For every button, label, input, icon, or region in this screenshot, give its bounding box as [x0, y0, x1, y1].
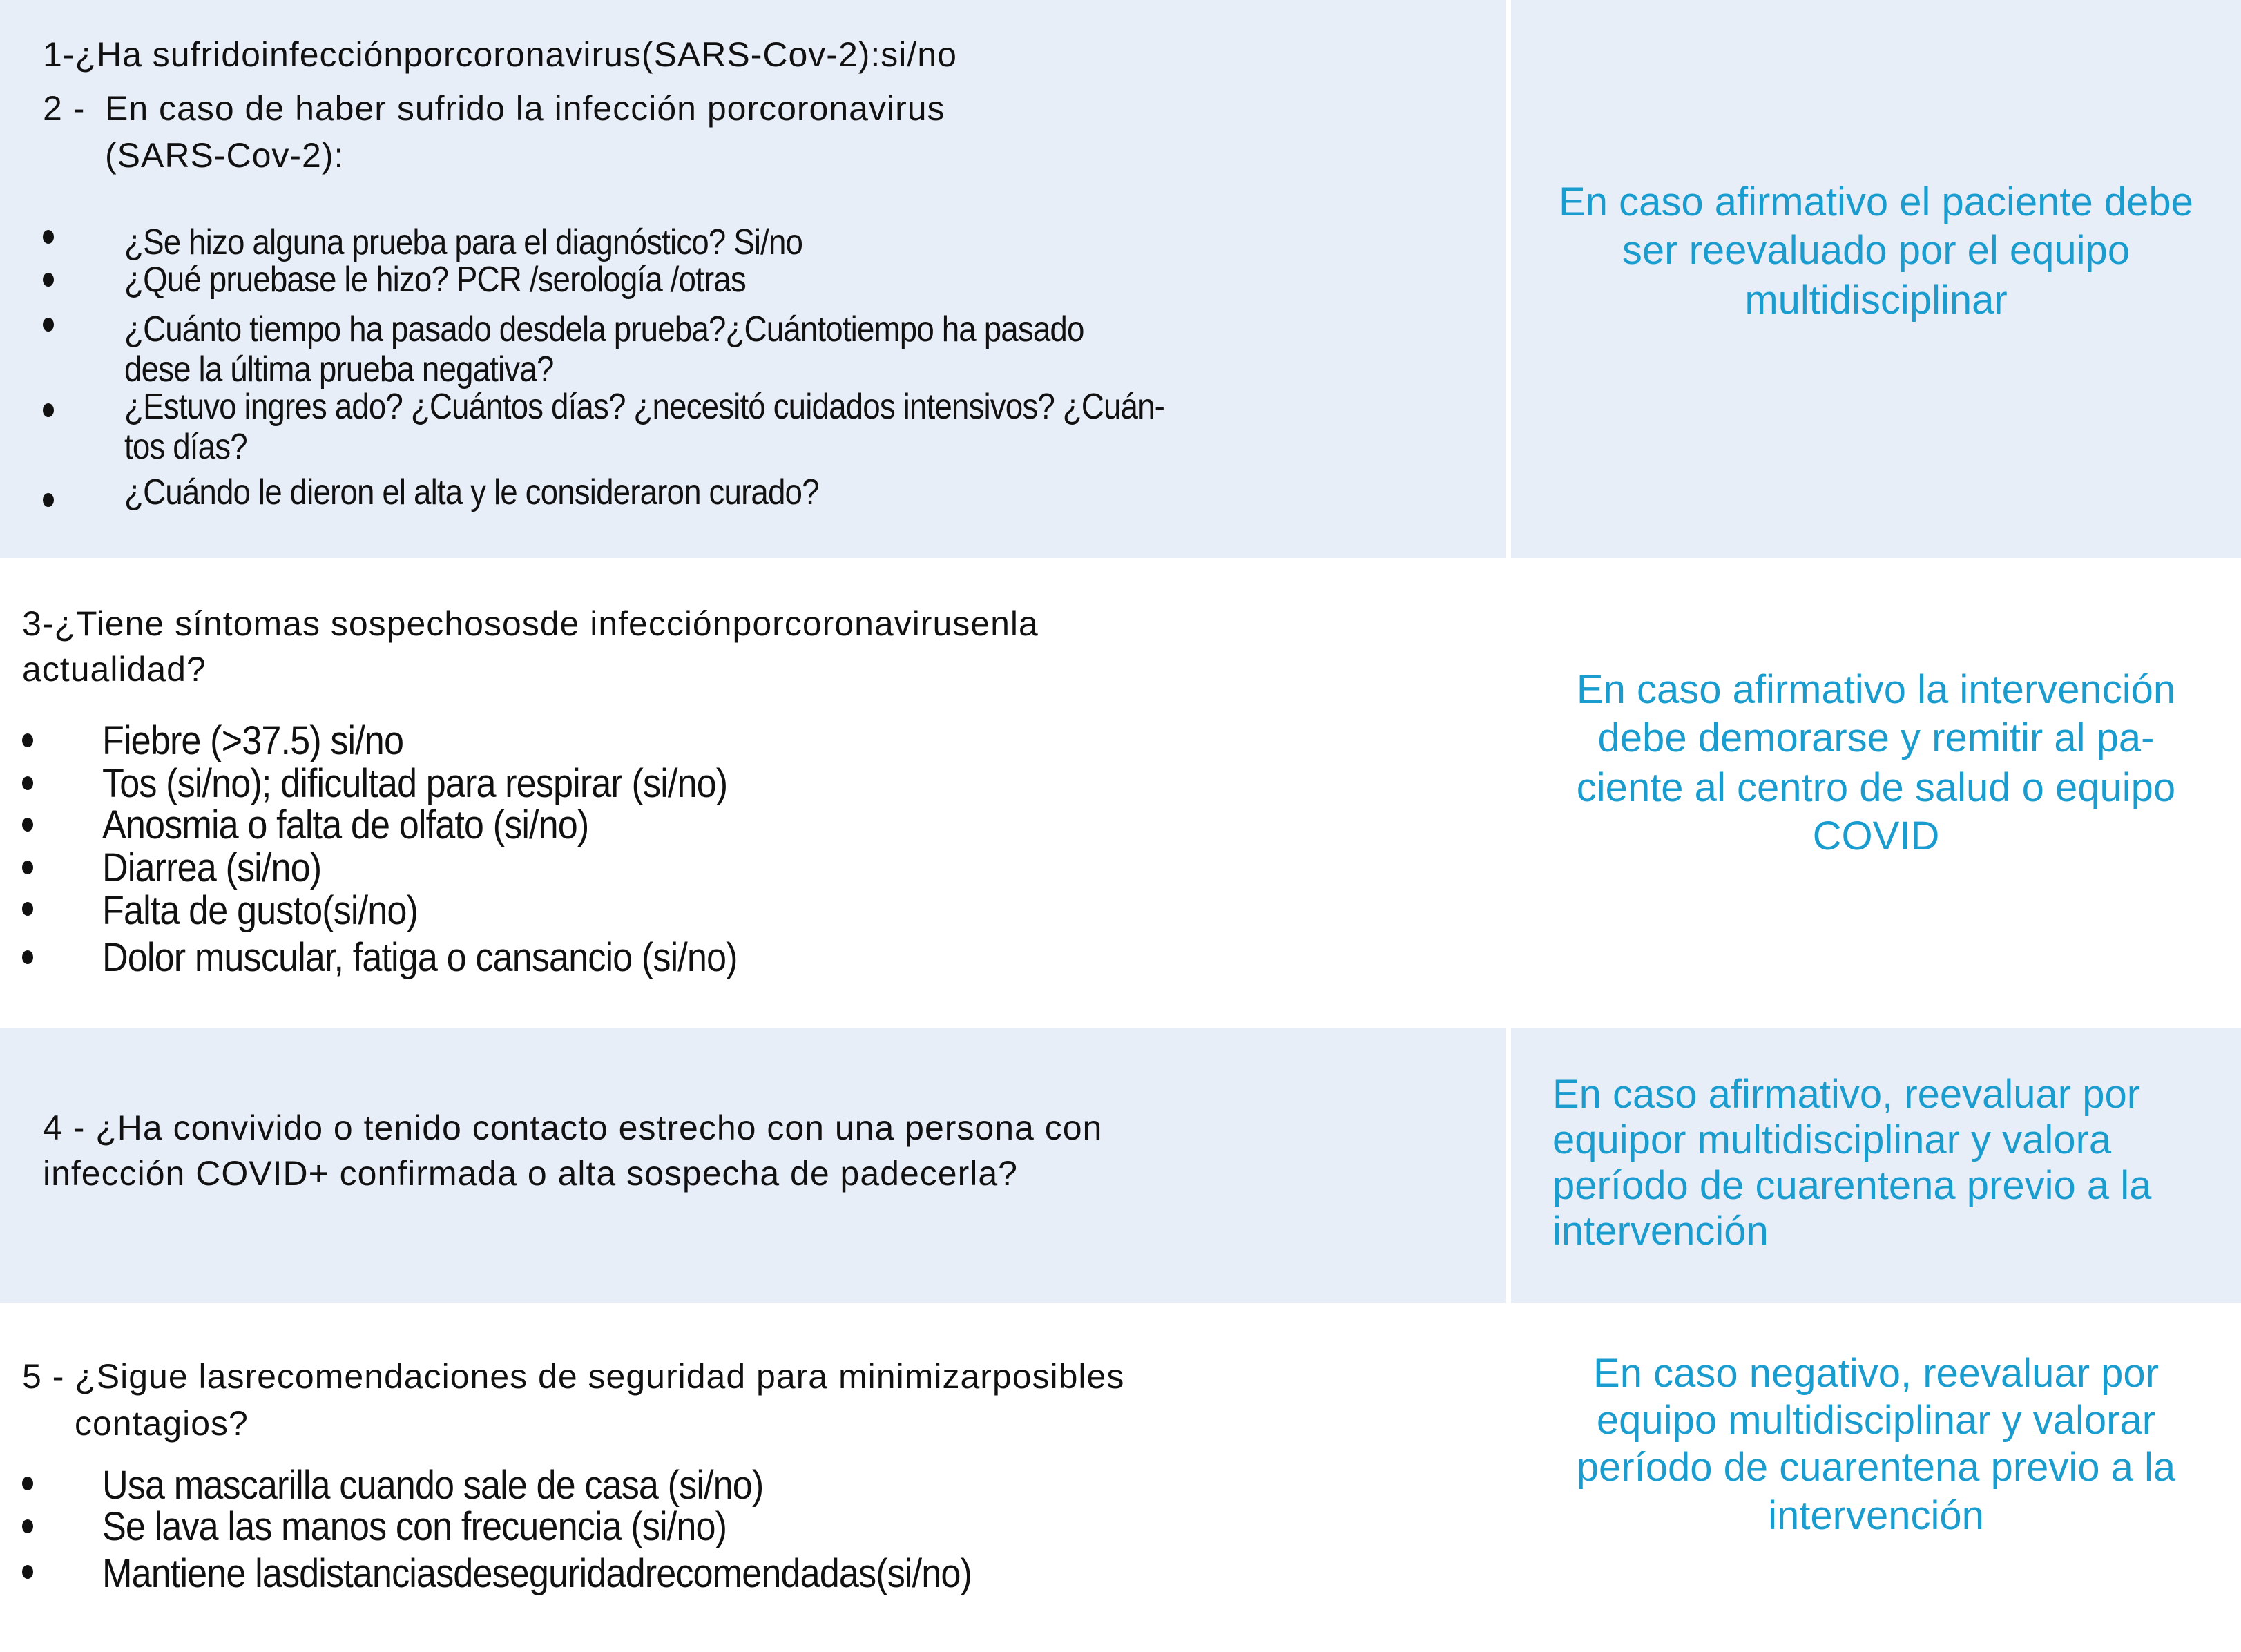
answer-4-line-2: equipor multidisciplinar y valora [1552, 1117, 2112, 1162]
question-5-line-2: contagios? [75, 1404, 249, 1443]
answer-3-line-1: En caso afirmativo la intervención [1576, 667, 2176, 712]
bullet-item: ¿Estuvo ingres ado? ¿Cuántos días? ¿necesitó cuidados intensivos? ¿Cuán- [124, 387, 1165, 427]
bullet-item: ¿Cuándo le dieron el alta y le consideraron curado? [124, 472, 819, 512]
answer-1-line-2: ser reevaluado por el equipo [1622, 228, 2131, 273]
answer-cell-5 [1511, 1308, 2241, 1652]
row-safety-measures [0, 1308, 2241, 1652]
row-current-symptoms [0, 564, 2241, 1022]
question-cell-5 [0, 1308, 1506, 1652]
bullet-dot [22, 776, 33, 790]
bullet-dot [22, 861, 33, 874]
symptom-item: Falta de gusto(si/no) [102, 888, 418, 933]
bullet-dot [43, 230, 54, 244]
symptom-item: Dolor muscular, fatiga o cansancio (si/no) [102, 935, 738, 980]
symptom-item: Anosmia o falta de olfato (si/no) [102, 803, 589, 847]
answer-3-line-4: COVID [1812, 814, 1940, 858]
answer-5-line-2: equipo multidisciplinar y valorar [1596, 1398, 2156, 1443]
answer-1-line-3: multidisciplinar [1744, 278, 2008, 323]
answer-5-line-3: período de cuarentena previo a la [1576, 1445, 2176, 1490]
bullet-dot [43, 318, 54, 332]
question-2-line-2: (SARS-Cov-2): [105, 136, 345, 175]
question-4-line-1: 4 - ¿Ha convivido o tenido contacto estrecho con una persona con [43, 1108, 1103, 1147]
bullet-item: ¿Cuánto tiempo ha pasado desdela prueba?¿Cuántotiempo ha pasado [124, 309, 1084, 349]
question-1: 1-¿Ha sufridoinfecciónporcoronavirus(SARS-Cov-2):si/no [43, 35, 957, 74]
answer-5-line-4: intervención [1768, 1493, 1984, 1538]
safety-item: Se lava las manos con frecuencia (si/no) [102, 1504, 727, 1549]
safety-item: Usa mascarilla cuando sale de casa (si/no) [102, 1463, 764, 1508]
bullet-dot [22, 733, 33, 747]
bullet-item-continued: tos días? [124, 427, 247, 467]
bullet-item-continued: dese la última prueba negativa? [124, 349, 554, 390]
bullet-dot [43, 403, 54, 417]
bullet-dot [22, 1477, 33, 1490]
bullet-item: ¿Se hizo alguna prueba para el diagnóstico? Si/no [124, 222, 803, 262]
bullet-dot [22, 818, 33, 832]
question-cell-1 [0, 0, 1506, 558]
answer-4-line-3: período de cuarentena previo a la [1552, 1163, 2152, 1208]
bullet-dot [43, 273, 54, 287]
answer-cell-3 [1511, 564, 2241, 1022]
bullet-dot [22, 950, 33, 964]
question-5-line-1: 5 - ¿Sigue lasrecomendaciones de seguridad para minimizarposibles [22, 1357, 1125, 1396]
row-covid-history [0, 0, 2241, 558]
question-4-line-2: infección COVID+ confirmada o alta sospecha de padecerla? [43, 1154, 1018, 1193]
question-3-line-1: 3-¿Tiene síntomas sospechososde infecciónporcoronavirusenla [22, 604, 1039, 643]
answer-3-line-3: ciente al centro de salud o equipo [1576, 765, 2176, 810]
question-2-line-1: En caso de haber sufrido la infección porcoronavirus [105, 89, 945, 128]
safety-item: Mantiene lasdistanciasdeseguridadrecomendadas(si/no) [102, 1551, 972, 1596]
question-3-line-2: actualidad? [22, 650, 206, 689]
symptom-item: Tos (si/no); dificultad para respirar (si/no) [102, 761, 728, 806]
answer-cell-4 [1511, 1028, 2241, 1303]
answer-1-line-1: En caso afirmativo el paciente debe [1559, 180, 2193, 224]
symptom-item: Diarrea (si/no) [102, 845, 322, 890]
answer-3-line-2: debe demorarse y remitir al pa- [1597, 715, 2155, 760]
bullet-dot [22, 1565, 33, 1579]
question-2-number: 2 - [43, 89, 86, 128]
bullet-dot [22, 902, 33, 916]
bullet-dot [22, 1519, 33, 1533]
question-cell-3 [0, 564, 1506, 1022]
question-cell-4 [0, 1028, 1506, 1303]
symptom-item: Fiebre (>37.5) si/no [102, 718, 404, 763]
row-close-contact [0, 1028, 2241, 1303]
answer-4-line-4: intervención [1552, 1209, 1769, 1254]
bullet-item: ¿Qué pruebase le hizo? PCR /serología /otras [124, 260, 746, 300]
bullet-dot [43, 493, 54, 507]
answer-cell-1 [1511, 0, 2241, 558]
answer-4-line-1: En caso afirmativo, reevaluar por [1552, 1072, 2141, 1117]
answer-5-line-1: En caso negativo, reevaluar por [1593, 1351, 2159, 1396]
